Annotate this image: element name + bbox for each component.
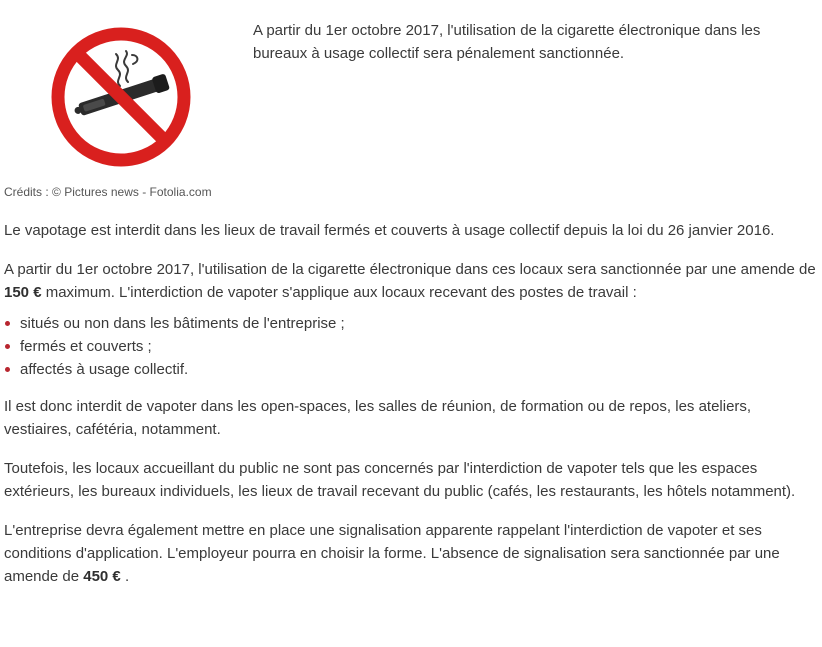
list-item	[4, 358, 816, 381]
bullet-list	[4, 312, 816, 381]
paragraph: Le vapotage est interdit dans les lieux de travail fermés et couverts à usage collectif depuis la loi du 26 janvier 2016.	[4, 222, 775, 239]
list-item-text: affectés à usage collectif.	[20, 361, 189, 378]
paragraph-text: A partir du 1er octobre 2017, l'utilisation de la cigarette électronique dans ces locaux sera sanctionnée par une amende de	[4, 261, 816, 278]
fine-amount: 450 €	[83, 568, 121, 585]
paragraph-text: .	[120, 568, 130, 585]
list-item	[4, 335, 816, 358]
paragraph: Toutefois, les locaux accueillant du public ne sont pas concernés par l'interdiction de vapoter tels que les espaces extérieurs, les bureaux individuels, les lieux de travail recevant du public (cafés, les restaurants, les hôtels notamment).	[4, 460, 796, 500]
bullet-icon	[5, 367, 10, 372]
bullet-icon	[5, 321, 10, 326]
article-header	[0, 0, 822, 205]
paragraph: Il est donc interdit de vapoter dans les open-spaces, les salles de réunion, de formation ou de repos, les ateliers, vestiaires, cafétéria, notamment.	[4, 398, 752, 438]
list-item	[4, 312, 816, 335]
paragraph-text: maximum. L'interdiction de vapoter s'applique aux locaux recevant des postes de travail :	[41, 284, 637, 301]
paragraph	[4, 258, 816, 304]
no-vaping-icon	[48, 24, 194, 170]
paragraph-text: L'entreprise devra également mettre en place une signalisation apparente rappelant l'interdiction de vapoter et ses conditions d'application. L'employeur pourra en choisir la forme. L'absence de signalisation sera sanctionnée par une amende de	[4, 522, 780, 585]
bullet-icon	[5, 344, 10, 349]
article-body	[4, 219, 816, 604]
image-credit: Crédits : © Pictures news - Fotolia.com	[4, 185, 212, 199]
paragraph	[4, 519, 816, 588]
list-item-text: fermés et couverts ;	[20, 338, 152, 355]
fine-amount: 150 €	[4, 284, 42, 301]
list-item-text: situés ou non dans les bâtiments de l'entreprise ;	[20, 315, 345, 332]
article-intro: A partir du 1er octobre 2017, l'utilisation de la cigarette électronique dans les bureaux à usage collectif sera pénalement sanctionnée.	[253, 22, 761, 62]
